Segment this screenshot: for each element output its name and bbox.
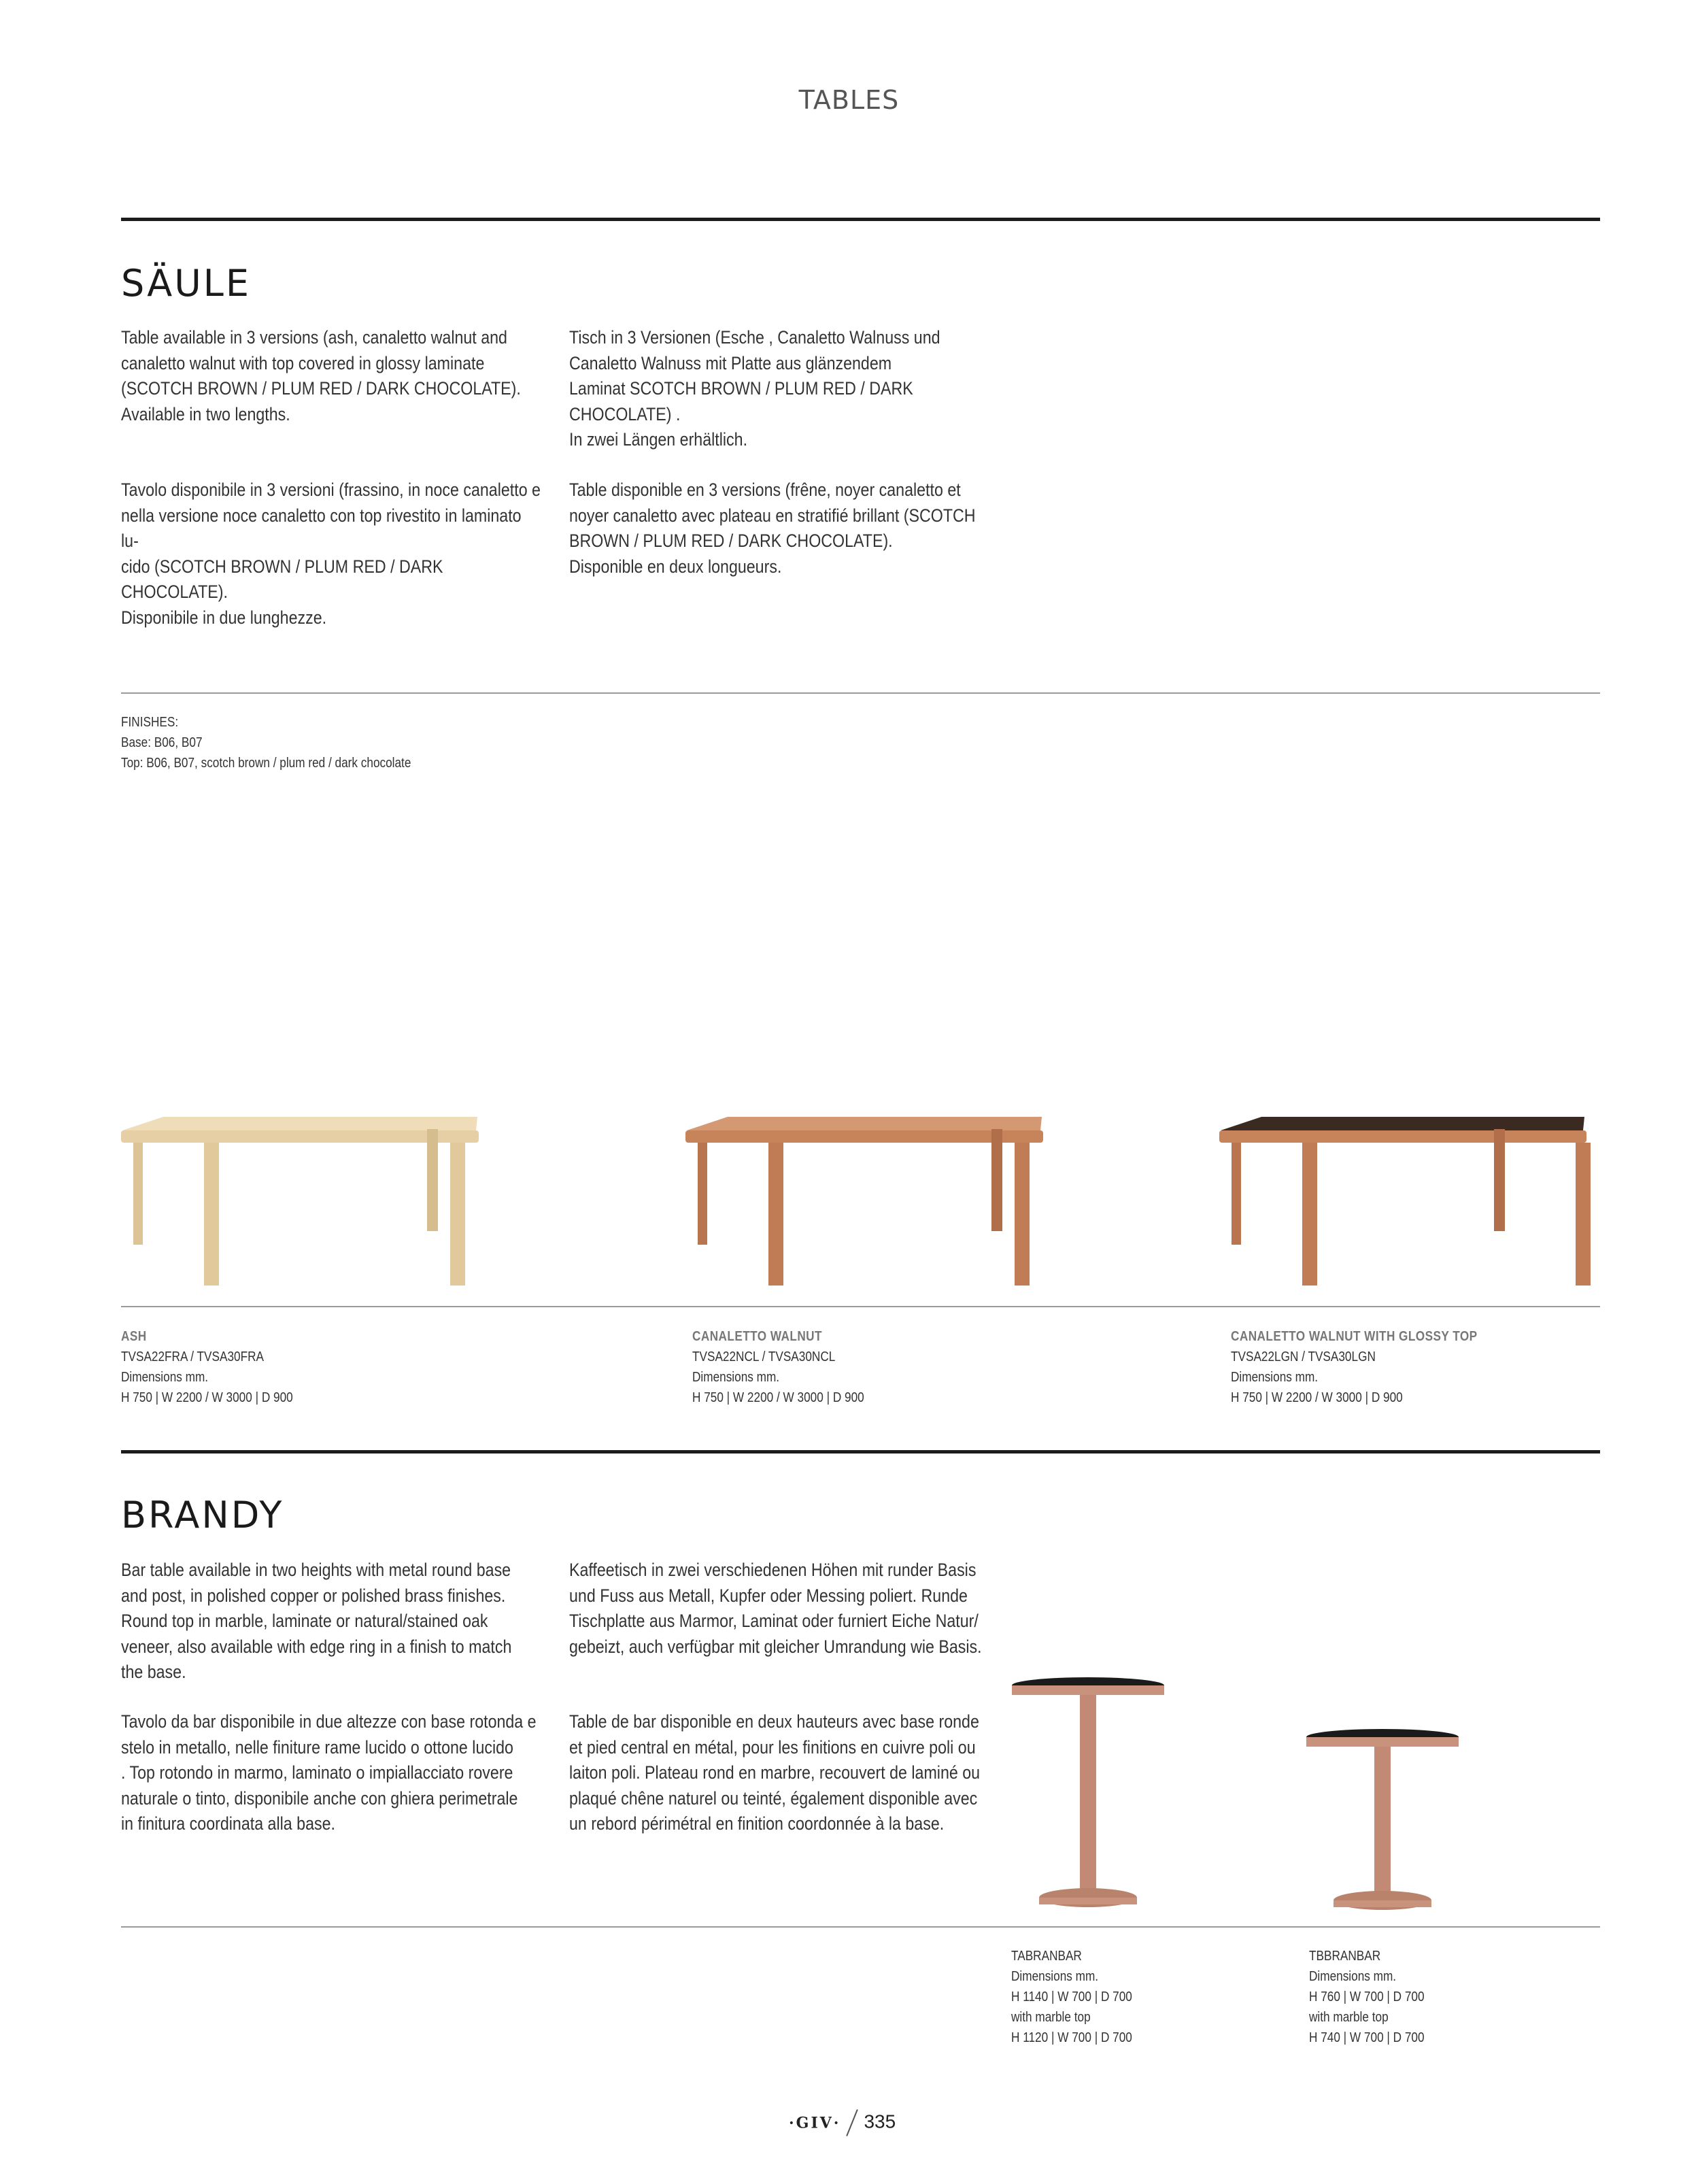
table-top-edge	[1219, 1130, 1586, 1143]
marble-label: with marble top	[1011, 2010, 1091, 2025]
text-line: Table disponible en 3 versions (frêne, noyer canaletto et	[569, 480, 961, 500]
text-line: (SCOTCH BROWN / PLUM RED / DARK CHOCOLATE).	[121, 378, 521, 399]
table-top-edge	[121, 1130, 479, 1143]
table-image-glossy	[1214, 1109, 1605, 1292]
brand-logo: ·GIV·	[789, 2114, 841, 2132]
product-code: TVSA22FRA / TVSA30FRA	[121, 1349, 264, 1364]
text-line: nella versione noce canaletto con top rivestito in laminato lu-	[121, 505, 522, 551]
text-line: in finitura coordinata alla base.	[121, 1813, 335, 1834]
dimensions-value: H 750 | W 2200 / W 3000 | D 900	[121, 1390, 293, 1405]
product-code: TABRANBAR	[1011, 1949, 1082, 1964]
table-top-surface	[1221, 1117, 1584, 1130]
table-post	[1374, 1747, 1391, 1896]
product-name: ASH	[121, 1329, 147, 1344]
product-code: TVSA22NCL / TVSA30NCL	[692, 1349, 836, 1364]
text-line: BROWN / PLUM RED / DARK CHOCOLATE).	[569, 531, 893, 551]
product-tabranbar	[1011, 1946, 1132, 2048]
table-leg	[1232, 1143, 1241, 1245]
dimensions-value: H 750 | W 2200 / W 3000 | D 900	[1231, 1390, 1403, 1405]
text-line: Tischplatte aus Marmor, Laminat oder furniert Eiche Natur/	[569, 1611, 979, 1631]
text-line: und Fuss aus Metall, Kupfer oder Messing poliert. Runde	[569, 1585, 968, 1606]
text-line: naturale o tinto, disponibile anche con ghiera perimetrale	[121, 1787, 518, 1809]
table-leg	[991, 1129, 1002, 1231]
table-leg	[133, 1143, 143, 1245]
text-line: Bar table available in two heights with metal round base	[121, 1560, 511, 1580]
dimensions-label: Dimensions mm.	[1309, 1969, 1397, 1984]
text-line: stelo in metallo, nelle finiture rame lucido o ottone lucido	[121, 1736, 513, 1758]
product-walnut	[692, 1326, 864, 1408]
marble-label: with marble top	[1309, 2010, 1389, 2025]
product-ash	[121, 1326, 293, 1408]
brandy-text-fr	[569, 1709, 990, 1837]
table-top-surface	[122, 1117, 477, 1130]
dimensions-value: H 760 | W 700 | D 700	[1309, 1989, 1425, 2004]
text-line: cido (SCOTCH BROWN / PLUM RED / DARK CHOCOLATE).	[121, 556, 443, 602]
text-line: Canaletto Walnuss mit Platte aus glänzendem	[569, 352, 892, 373]
saule-title: SÄULE	[121, 262, 251, 305]
table-leg	[204, 1143, 219, 1286]
saule-text-de	[569, 325, 990, 453]
text-line: the base.	[121, 1662, 186, 1682]
brandy-title: BRANDY	[121, 1494, 284, 1536]
dimensions-label: Dimensions mm.	[121, 1370, 209, 1385]
table-leg	[768, 1143, 783, 1286]
text-line: Laminat SCOTCH BROWN / PLUM RED / DARK CHOCOLATE) .	[569, 378, 913, 424]
divider-saule-products	[121, 1306, 1600, 1307]
bar-table-image-tall	[1008, 1673, 1171, 1918]
table-top-surface	[687, 1117, 1042, 1130]
section-label: TABLES	[798, 85, 900, 115]
text-line: laiton poli. Plateau rond en marbre, recouvert de laminé ou	[569, 1762, 981, 1783]
finishes-label: FINISHES:	[121, 715, 179, 730]
table-image-ash	[116, 1109, 496, 1292]
table-image-walnut	[680, 1109, 1061, 1292]
saule-text-fr	[569, 477, 990, 579]
finishes-block	[121, 712, 411, 773]
table-leg	[1576, 1143, 1591, 1286]
brandy-text-it	[121, 1709, 542, 1837]
text-line: canaletto walnut with top covered in glossy laminate	[121, 352, 485, 373]
text-line: . Top rotondo in marmo, laminato o impiallacciato rovere	[121, 1762, 513, 1783]
table-top-edge	[1012, 1685, 1164, 1695]
saule-text-en	[121, 325, 542, 427]
dimensions-value: H 750 | W 2200 / W 3000 | D 900	[692, 1390, 864, 1405]
text-line: un rebord périmétral en finition coordonnée à la base.	[569, 1813, 945, 1834]
table-base-edge	[1334, 1900, 1431, 1907]
product-tbbranbar	[1309, 1946, 1425, 2048]
page-number: 335	[864, 2111, 896, 2132]
text-line: Round top in marble, laminate or natural/stained oak	[121, 1611, 488, 1631]
text-line: Tavolo disponibile in 3 versioni (frassino, in noce canaletto e	[121, 480, 541, 500]
text-line: veneer, also available with edge ring in a finish to match	[121, 1636, 512, 1657]
dimensions-label: Dimensions mm.	[692, 1370, 780, 1385]
text-line: plaqué chêne naturel ou teinté, également disponible avec	[569, 1787, 978, 1809]
finishes-top: Top: B06, B07, scotch brown / plum red / dark chocolate	[121, 756, 411, 771]
divider-saule-top	[121, 218, 1600, 221]
text-line: Disponibile in due lunghezze.	[121, 607, 327, 628]
text-line: gebeizt, auch verfügbar mit gleicher Umrandung wie Basis.	[569, 1636, 982, 1657]
marble-dimensions: H 740 | W 700 | D 700	[1309, 2030, 1425, 2045]
text-line: Table available in 3 versions (ash, canaletto walnut and	[121, 327, 507, 348]
brandy-text-de	[569, 1558, 990, 1660]
text-line: et pied central en métal, pour les finitions en cuivre poli ou	[569, 1736, 976, 1758]
product-code: TVSA22LGN / TVSA30LGN	[1231, 1349, 1376, 1364]
product-name: CANALETTO WALNUT	[692, 1329, 822, 1344]
text-line: Tavolo da bar disponibile in due altezze con base rotonda e	[121, 1711, 537, 1732]
table-base-edge	[1039, 1898, 1137, 1904]
divider-finishes	[121, 692, 1600, 694]
text-line: Tisch in 3 Versionen (Esche , Canaletto Walnuss und	[569, 327, 940, 348]
text-line: and post, in polished copper or polished brass finishes.	[121, 1585, 506, 1606]
table-leg	[1015, 1143, 1030, 1286]
table-post	[1080, 1695, 1096, 1892]
product-name: CANALETTO WALNUT WITH GLOSSY TOP	[1231, 1329, 1478, 1344]
page-footer	[789, 2109, 896, 2137]
table-leg	[427, 1129, 438, 1231]
text-line: Table de bar disponible en deux hauteurs avec base ronde	[569, 1711, 979, 1732]
table-top-edge	[1306, 1737, 1459, 1747]
finishes-base: Base: B06, B07	[121, 735, 203, 750]
text-line: Disponible en deux longueurs.	[569, 556, 782, 577]
table-leg	[1494, 1129, 1505, 1231]
product-glossy	[1231, 1326, 1478, 1408]
brandy-text-en	[121, 1558, 542, 1685]
text-line: Available in two lengths.	[121, 403, 290, 424]
table-leg	[450, 1143, 465, 1286]
dimensions-value: H 1140 | W 700 | D 700	[1011, 1989, 1132, 2004]
divider-brandy-top	[121, 1450, 1600, 1454]
separator	[847, 2109, 859, 2136]
divider-brandy-products	[121, 1926, 1600, 1928]
dimensions-label: Dimensions mm.	[1011, 1969, 1099, 1984]
saule-text-it	[121, 477, 542, 631]
table-leg	[698, 1143, 707, 1245]
marble-dimensions: H 1120 | W 700 | D 700	[1011, 2030, 1132, 2045]
text-line: Kaffeetisch in zwei verschiedenen Höhen mit runder Basis	[569, 1560, 977, 1580]
dimensions-label: Dimensions mm.	[1231, 1370, 1319, 1385]
text-line: noyer canaletto avec plateau en stratifié brillant (SCOTCH	[569, 505, 976, 526]
product-code: TBBRANBAR	[1309, 1949, 1381, 1964]
bar-table-image-low	[1302, 1725, 1465, 1922]
text-line: In zwei Längen erhältlich.	[569, 429, 748, 450]
table-leg	[1302, 1143, 1317, 1286]
table-top-edge	[685, 1130, 1043, 1143]
